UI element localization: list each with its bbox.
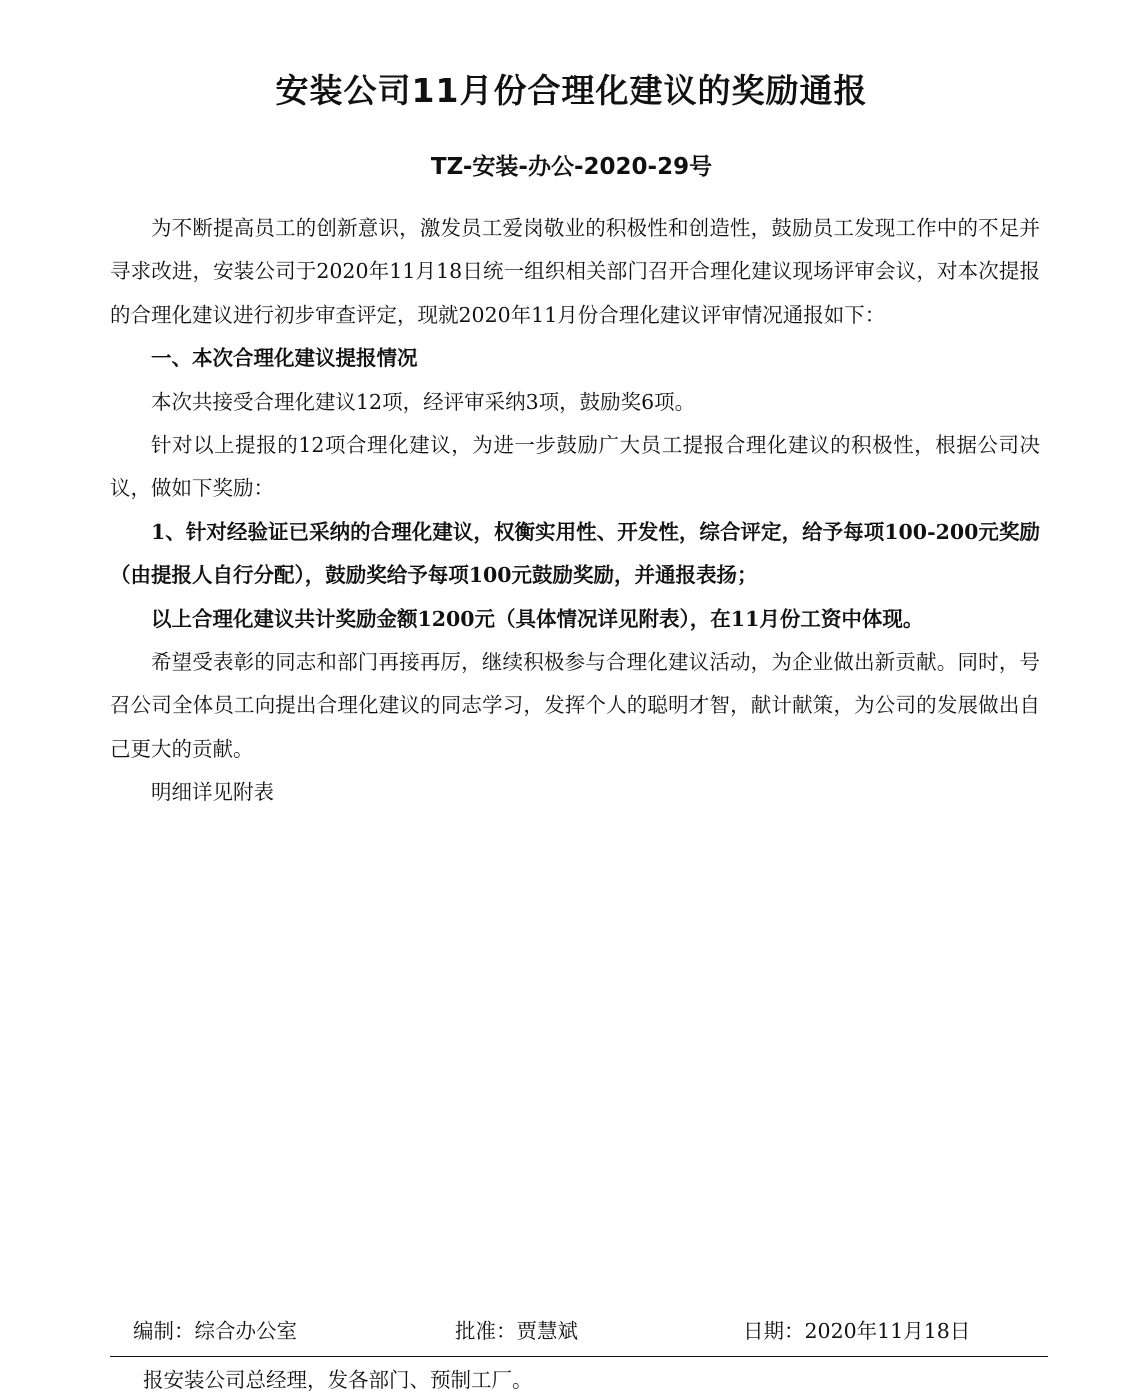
prepared-by: 编制：综合办公室 (133, 1319, 297, 1343)
closing-paragraph: 希望受表彰的同志和部门再接再厉，继续积极参与合理化建议活动，为企业做出新贡献。同时，号召公司全体员工向提出合理化建议的同志学习，发挥个人的聪明才智，献计献策，为公司的发展做出自己更大的贡献。 (110, 650, 1040, 761)
distribution-line: 报安装公司总经理，发各部门、预制工厂。 (143, 1368, 533, 1392)
approved-by: 批准：贾慧斌 (455, 1319, 578, 1343)
summary-paragraph: 本次共接受合理化建议12项，经评审采纳3项，鼓励奖6项。 (151, 389, 696, 414)
document-number: TZ-安装-办公-2020-29号 (430, 154, 713, 180)
reward-item-paragraph: 1、针对经验证已采纳的合理化建议，权衡实用性、开发性，综合评定，给予每项100-200元奖励（由提报人自行分配），鼓励奖给予每项100元鼓励奖励，并通报表扬； (110, 519, 1040, 588)
intro-paragraph: 为不断提高员工的创新意识，激发员工爱岗敬业的积极性和创造性，鼓励员工发现工作中的不足并寻求改进，安装公司于2020年11月18日统一组织相关部门召开合理化建议现场评审会议，对本次提报的合理化建议进行初步审查评定，现就2020年11月份合理化建议评审情况通报如下： (110, 216, 1040, 327)
reward-total-paragraph: 以上合理化建议共计奖励金额1200元（具体情况详见附表），在11月份工资中体现。 (151, 606, 924, 631)
footer-divider (110, 1356, 1048, 1357)
document-body (110, 207, 1040, 815)
signature-row (0, 1313, 1143, 1349)
document-title: 安装公司11月份合理化建议的奖励通报 (275, 71, 868, 110)
attachment-note: 明细详见附表 (151, 780, 274, 805)
section-heading: 一、本次合理化建议提报情况 (151, 346, 418, 371)
issue-date: 日期：2020年11月18日 (743, 1319, 971, 1343)
decision-paragraph: 针对以上提报的12项合理化建议，为进一步鼓励广大员工提报合理化建议的积极性，根据公司决议，做如下奖励： (110, 433, 1040, 501)
